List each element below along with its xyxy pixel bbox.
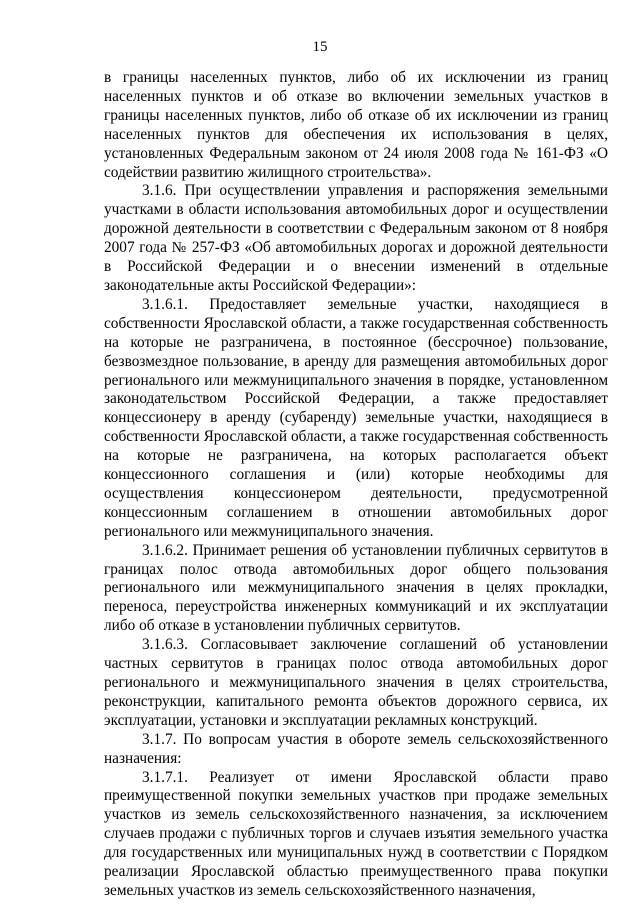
paragraph-3-1-6-2: 3.1.6.2. Принимает решения об установлении публичных сервитутов в границах полос отвода автомобильных дорог общего пользования регионального или межмуниципального значения в целях прокладки, переноса, переустройства инженерных коммуникаций и их эксплуатации либо об отказе в установлении публичных сервитутов. (104, 541, 608, 635)
paragraph-3-1-6-1: 3.1.6.1. Предоставляет земельные участки, находящиеся в собственности Ярославской области, а также государственная собственность на которые не разграничена, в постоянное (бессрочное) пользование, безвозмездное пользование, в аренду для размещения автомобильных дорог регионального или межмуниципального значения в порядке, установленном законодательством Российской Федерации, а также предоставляет концессионеру в аренду (субаренду) земельные участки, находящиеся в собственности Ярославской области, а также государственная собственность на которые не разграничена, на которых располагается объект концессионного соглашения и (или) которые необходимы для осуществления концессионером деятельности, предусмотренной концессионным соглашением в отношении автомобильных дорог регионального или межмуниципального значения. (104, 295, 608, 540)
paragraph-3-1-7-1: 3.1.7.1. Реализует от имени Ярославской области право преимущественной покупки земельных участков при продаже земельных участков из земель сельскохозяйственного назначения, за исключением случаев продажи с публичных торгов и случаев изъятия земельного участка для государственных или муниципальных нужд в соответствии с Порядком реализации Ярославской областью преимущественного права покупки земельных участков из земель сельскохозяйственного назначения, (104, 768, 608, 899)
paragraph-3-1-6: 3.1.6. При осуществлении управления и распоряжения земельными участками в области использования автомобильных дорог и осуществлении дорожной деятельности в соответствии с Федеральным законом от 8 ноября 2007 года № 257-ФЗ «Об автомобильных дорогах и дорожной деятельности в Российской Федерации и о внесении изменений в отдельные законодательные акты Российской Федерации»: (104, 182, 608, 294)
paragraph-continuation: в границы населенных пунктов, либо об их исключении из границ населенных пунктов и об отказе во включении земельных участков в границы населенных пунктов, либо об отказе об их исключении из границ населенных пунктов для обеспечения их использования в целях, установленных Федеральным законом от 24 июля 2008 года № 161-ФЗ «О содействии развитию жилищного строительства». (104, 69, 608, 181)
page-number: 15 (312, 39, 328, 55)
paragraph-3-1-7: 3.1.7. По вопросам участия в обороте земель сельскохозяйственного назначения: (104, 730, 608, 767)
paragraph-3-1-6-3: 3.1.6.3. Согласовывает заключение соглашений об установлении частных сервитутов в границах полос отвода автомобильных дорог регионального и межмуниципального значения в целях строительства, реконструкции, капитального ремонта объектов дорожного сервиса, их эксплуатации, установки и эксплуатации рекламных конструкций. (104, 636, 608, 729)
document-body (104, 69, 608, 901)
